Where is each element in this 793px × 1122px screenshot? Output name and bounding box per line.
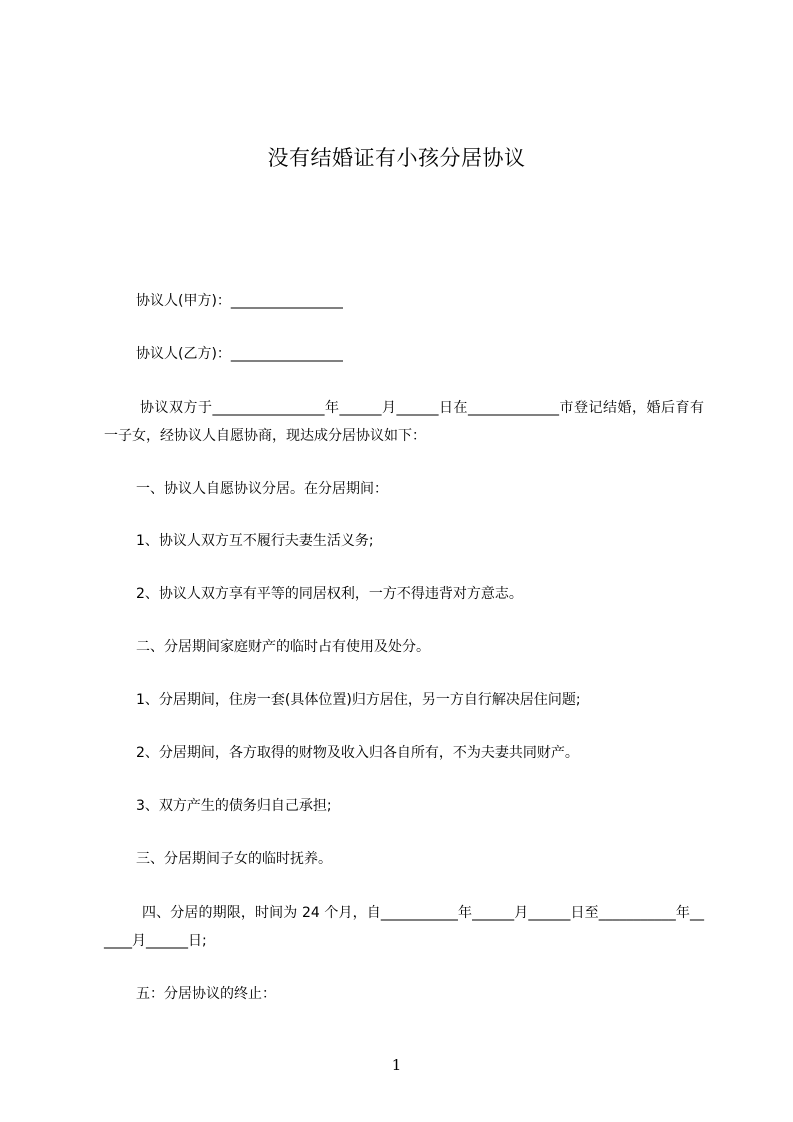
item-2-3: 3、双方产生的债务归自己承担;: [136, 798, 332, 814]
document-title: 没有结婚证有小孩分居协议: [267, 146, 526, 170]
item-2-2: 2、分居期间，各方取得的财物及收入归各自所有，不为夫妻共同财产。: [136, 745, 579, 761]
party-b-line: 协议人(乙方)：________________: [136, 346, 343, 362]
section-2-heading: 二、分居期间家庭财产的临时占有使用及处分。: [136, 639, 430, 655]
section-1-heading: 一、协议人自愿协议分居。在分居期间：: [136, 481, 388, 497]
section-4-paragraph: 四、分居的期限，时间为 24 个月，自___________年______月______日至___________年______月______日;: [104, 905, 704, 949]
party-a-line: 协议人(甲方)：________________: [136, 293, 343, 309]
item-1-1: 1、协议人双方互不履行夫妻生活义务;: [136, 533, 374, 549]
page-number: 1: [391, 1056, 402, 1074]
item-1-2: 2、协议人双方享有平等的同居权利，一方不得违背对方意志。: [136, 586, 523, 602]
item-2-1: 1、分居期间，住房一套(具体位置)归方居住，另一方自行解决居住问题;: [136, 692, 581, 708]
section-3-heading: 三、分居期间子女的临时抚养。: [136, 851, 332, 867]
intro-paragraph: 协议双方于________________年______月______日在_____________市登记结婚，婚后育有一子女，经协议人自愿协商，现达成分居协议如下：: [104, 400, 704, 444]
section-5-heading: 五：分居协议的终止：: [136, 986, 276, 1002]
